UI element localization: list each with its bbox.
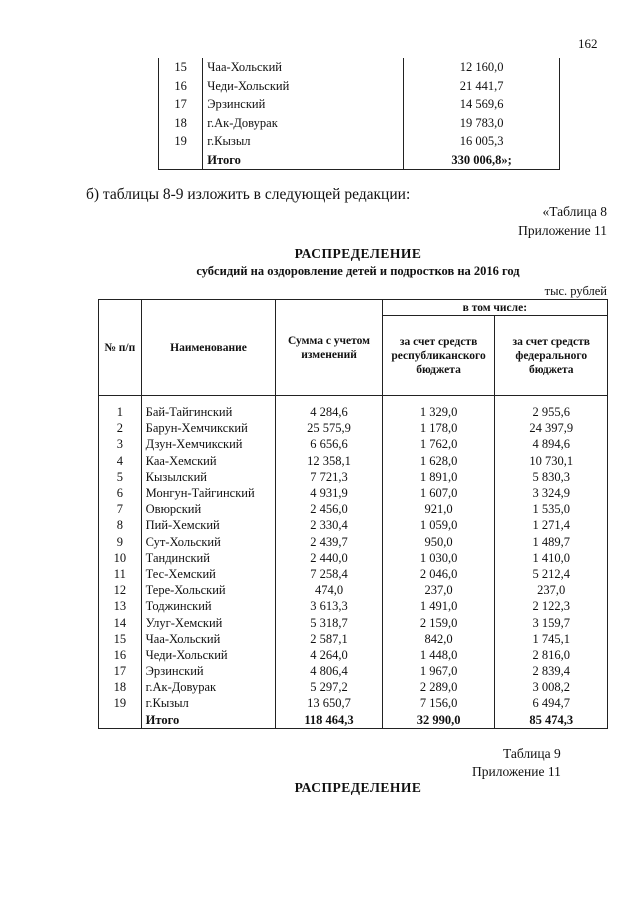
spacer-cell <box>276 396 382 405</box>
row-number: 6 <box>99 485 142 501</box>
row-number: 18 <box>159 113 203 131</box>
table-row <box>159 76 560 94</box>
row-federal: 1 745,1 <box>495 631 608 647</box>
row-name: Кызылский <box>141 469 276 485</box>
row-number: 8 <box>99 517 142 533</box>
subsidies-table <box>98 299 608 729</box>
row-sum: 13 650,7 <box>276 695 382 711</box>
table-row <box>99 534 608 550</box>
header-sum: Сумма с учетом изменений <box>276 300 382 396</box>
total-row <box>99 712 608 729</box>
spacer-cell <box>141 396 276 405</box>
row-number: 4 <box>99 453 142 469</box>
row-number: 15 <box>99 631 142 647</box>
row-sum: 2 330,4 <box>276 517 382 533</box>
row-sum: 4 806,4 <box>276 663 382 679</box>
row-republican: 1 607,0 <box>382 485 495 501</box>
header-including: в том числе: <box>382 300 607 316</box>
row-federal: 2 955,6 <box>495 404 608 420</box>
row-name: г.Кызыл <box>141 695 276 711</box>
row-sum: 5 297,2 <box>276 679 382 695</box>
row-number: 18 <box>99 679 142 695</box>
row-name: Пий-Хемский <box>141 517 276 533</box>
table8-caption <box>518 202 607 240</box>
spacer-cell <box>99 396 142 405</box>
table9-title: РАСПРЕДЕЛЕНИЕ <box>294 780 422 795</box>
row-republican: 1 762,0 <box>382 436 495 452</box>
table-row <box>99 453 608 469</box>
row-name: Чаа-Хольский <box>203 58 404 76</box>
total-label: Итого <box>203 150 404 169</box>
table-row <box>99 679 608 695</box>
table8-subtitle: субсидий на оздоровление детей и подростков на 2016 год <box>196 264 520 278</box>
table-row <box>99 485 608 501</box>
row-federal: 5 830,3 <box>495 469 608 485</box>
table8-title: РАСПРЕДЕЛЕНИЕ <box>294 246 422 261</box>
row-federal: 1 271,4 <box>495 517 608 533</box>
row-number: 13 <box>99 598 142 614</box>
row-name: Каа-Хемский <box>141 453 276 469</box>
table-row <box>99 550 608 566</box>
row-republican: 1 448,0 <box>382 647 495 663</box>
row-sum: 3 613,3 <box>276 598 382 614</box>
row-federal: 24 397,9 <box>495 420 608 436</box>
table8-label: «Таблица 8 <box>542 204 607 219</box>
row-sum: 4 264,0 <box>276 647 382 663</box>
row-republican: 842,0 <box>382 631 495 647</box>
total-sum: 118 464,3 <box>276 712 382 729</box>
row-value: 16 005,3 <box>404 132 560 150</box>
row-number: 19 <box>159 132 203 150</box>
row-republican: 1 967,0 <box>382 663 495 679</box>
row-name: Чеди-Хольский <box>141 647 276 663</box>
row-republican: 1 891,0 <box>382 469 495 485</box>
row-value: 21 441,7 <box>404 76 560 94</box>
row-federal: 2 122,3 <box>495 598 608 614</box>
spacer-row <box>99 396 608 405</box>
row-federal: 2 816,0 <box>495 647 608 663</box>
row-republican: 1 329,0 <box>382 404 495 420</box>
row-number: 3 <box>99 436 142 452</box>
table-row <box>159 95 560 113</box>
row-name: Чаа-Хольский <box>141 631 276 647</box>
row-number: 16 <box>159 76 203 94</box>
table-row <box>99 614 608 630</box>
row-number: 7 <box>99 501 142 517</box>
table-row <box>159 132 560 150</box>
row-republican: 7 156,0 <box>382 695 495 711</box>
total-row <box>159 150 560 169</box>
row-federal: 4 894,6 <box>495 436 608 452</box>
row-name: Бай-Тайгинский <box>141 404 276 420</box>
row-name: Дзун-Хемчикский <box>141 436 276 452</box>
row-republican: 2 289,0 <box>382 679 495 695</box>
row-number <box>99 712 142 729</box>
row-republican: 2 046,0 <box>382 566 495 582</box>
header-republican: за счет средств республиканского бюджета <box>382 316 495 396</box>
total-label: Итого <box>141 712 276 729</box>
row-name: Барун-Хемчикский <box>141 420 276 436</box>
spacer-cell <box>382 396 495 405</box>
row-number: 19 <box>99 695 142 711</box>
row-number: 14 <box>99 614 142 630</box>
row-name: Тоджинский <box>141 598 276 614</box>
total-federal: 85 474,3 <box>495 712 608 729</box>
table-row <box>99 631 608 647</box>
row-name: Сут-Хольский <box>141 534 276 550</box>
row-number <box>159 150 203 169</box>
row-name: г.Ак-Довурак <box>141 679 276 695</box>
row-sum: 7 721,3 <box>276 469 382 485</box>
row-number: 10 <box>99 550 142 566</box>
table-row <box>99 420 608 436</box>
table-row <box>99 598 608 614</box>
row-number: 5 <box>99 469 142 485</box>
row-republican: 1 491,0 <box>382 598 495 614</box>
row-name: Монгун-Тайгинский <box>141 485 276 501</box>
row-sum: 7 258,4 <box>276 566 382 582</box>
row-value: 14 569,6 <box>404 95 560 113</box>
row-republican: 2 159,0 <box>382 614 495 630</box>
row-sum: 5 318,7 <box>276 614 382 630</box>
table-row <box>99 501 608 517</box>
header-name: Наименование <box>141 300 276 396</box>
row-federal: 3 008,2 <box>495 679 608 695</box>
spacer-cell <box>495 396 608 405</box>
row-name: Эрзинский <box>141 663 276 679</box>
row-federal: 1 410,0 <box>495 550 608 566</box>
row-federal: 1 489,7 <box>495 534 608 550</box>
row-number: 2 <box>99 420 142 436</box>
row-name: Чеди-Хольский <box>203 76 404 94</box>
row-name: Эрзинский <box>203 95 404 113</box>
table-row <box>99 566 608 582</box>
row-name: г.Ак-Довурак <box>203 113 404 131</box>
header-num: № п/п <box>99 300 142 396</box>
row-name: Тес-Хемский <box>141 566 276 582</box>
row-value: 19 783,0 <box>404 113 560 131</box>
row-sum: 6 656,6 <box>276 436 382 452</box>
row-republican: 921,0 <box>382 501 495 517</box>
row-sum: 2 440,0 <box>276 550 382 566</box>
table8-appendix: Приложение 11 <box>518 223 607 238</box>
row-republican: 950,0 <box>382 534 495 550</box>
row-number: 12 <box>99 582 142 598</box>
row-number: 15 <box>159 58 203 76</box>
table9-label: Таблица 9 <box>503 746 561 761</box>
row-sum: 2 439,7 <box>276 534 382 550</box>
row-republican: 237,0 <box>382 582 495 598</box>
table-row <box>99 517 608 533</box>
row-federal: 237,0 <box>495 582 608 598</box>
row-number: 17 <box>99 663 142 679</box>
table-row <box>99 663 608 679</box>
row-republican: 1 030,0 <box>382 550 495 566</box>
row-sum: 2 587,1 <box>276 631 382 647</box>
row-sum: 12 358,1 <box>276 453 382 469</box>
table-row <box>99 436 608 452</box>
row-federal: 6 494,7 <box>495 695 608 711</box>
table-row <box>99 582 608 598</box>
row-federal: 1 535,0 <box>495 501 608 517</box>
row-number: 17 <box>159 95 203 113</box>
row-sum: 25 575,9 <box>276 420 382 436</box>
row-number: 11 <box>99 566 142 582</box>
row-number: 9 <box>99 534 142 550</box>
row-sum: 4 284,6 <box>276 404 382 420</box>
table-row <box>99 695 608 711</box>
row-sum: 474,0 <box>276 582 382 598</box>
total-value: 330 006,8»; <box>404 150 560 169</box>
row-federal: 5 212,4 <box>495 566 608 582</box>
row-sum: 2 456,0 <box>276 501 382 517</box>
table-row <box>99 404 608 420</box>
row-value: 12 160,0 <box>404 58 560 76</box>
row-federal: 10 730,1 <box>495 453 608 469</box>
table-row <box>99 469 608 485</box>
table-row <box>99 647 608 663</box>
row-number: 1 <box>99 404 142 420</box>
page-number: 162 <box>578 36 598 51</box>
previous-table-tail <box>158 58 560 170</box>
row-republican: 1 178,0 <box>382 420 495 436</box>
row-federal: 2 839,4 <box>495 663 608 679</box>
table-row <box>159 113 560 131</box>
header-federal: за счет средств федерального бюджета <box>495 316 608 396</box>
row-republican: 1 059,0 <box>382 517 495 533</box>
row-name: Тандинский <box>141 550 276 566</box>
row-federal: 3 324,9 <box>495 485 608 501</box>
row-federal: 3 159,7 <box>495 614 608 630</box>
instruction-text: б) таблицы 8-9 изложить в следующей редакции: <box>86 186 411 203</box>
row-name: Овюрский <box>141 501 276 517</box>
row-name: Тере-Хольский <box>141 582 276 598</box>
table-row <box>159 58 560 76</box>
row-sum: 4 931,9 <box>276 485 382 501</box>
table9-appendix: Приложение 11 <box>472 764 561 779</box>
row-name: г.Кызыл <box>203 132 404 150</box>
row-republican: 1 628,0 <box>382 453 495 469</box>
row-number: 16 <box>99 647 142 663</box>
row-name: Улуг-Хемский <box>141 614 276 630</box>
total-republican: 32 990,0 <box>382 712 495 729</box>
table8-units: тыс. рублей <box>544 284 607 298</box>
